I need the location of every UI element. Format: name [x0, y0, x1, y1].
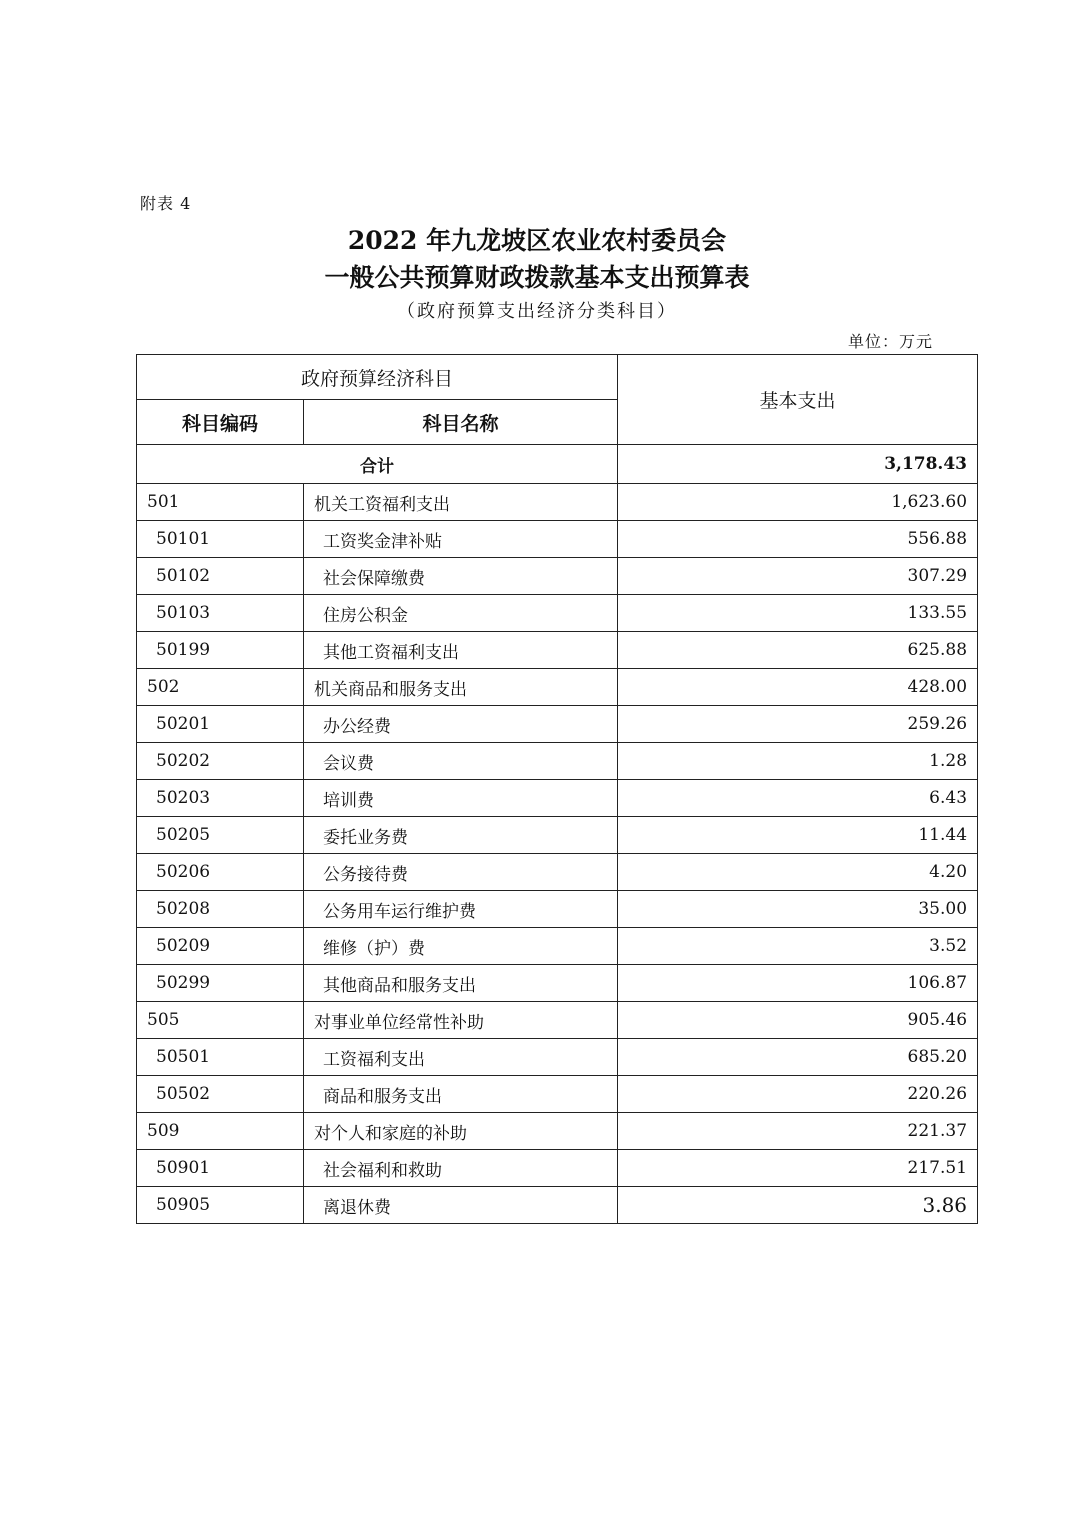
- table-row: [137, 558, 978, 595]
- table-row: [137, 817, 978, 854]
- table-row: [137, 1039, 978, 1076]
- table-row: [137, 1076, 978, 1113]
- amount-cell: 556.88: [618, 521, 978, 558]
- table-row: [137, 521, 978, 558]
- subject-code-cell: 50202: [137, 743, 304, 780]
- subject-name-cell: 公务接待费: [304, 854, 618, 891]
- subject-code-cell: 50199: [137, 632, 304, 669]
- table-row: [137, 1113, 978, 1150]
- total-amount: 3,178.43: [618, 445, 978, 484]
- table-row: [137, 780, 978, 817]
- amount-cell: 3.52: [618, 928, 978, 965]
- subject-code-cell: 50101: [137, 521, 304, 558]
- subject-code-cell: 50209: [137, 928, 304, 965]
- amount-cell: 6.43: [618, 780, 978, 817]
- subject-name-cell: 维修（护）费: [304, 928, 618, 965]
- header-economic-subject: 政府预算经济科目: [137, 355, 618, 400]
- amount-cell: 1.28: [618, 743, 978, 780]
- table-row: [137, 1150, 978, 1187]
- header-subject-name: 科目名称: [304, 400, 618, 445]
- subject-code-cell: 502: [137, 669, 304, 706]
- subject-name-cell: 商品和服务支出: [304, 1076, 618, 1113]
- annex-label: 附表 4: [140, 194, 192, 213]
- unit-label: 单位：万元: [848, 332, 934, 351]
- subject-name-cell: 社会福利和救助: [304, 1150, 618, 1187]
- subject-name-cell: 对事业单位经常性补助: [304, 1002, 618, 1039]
- table-row: [137, 484, 978, 521]
- table-row: [137, 891, 978, 928]
- subject-name-cell: 社会保障缴费: [304, 558, 618, 595]
- amount-cell: 905.46: [618, 1002, 978, 1039]
- subject-name-cell: 其他商品和服务支出: [304, 965, 618, 1002]
- amount-cell: 35.00: [618, 891, 978, 928]
- subject-name-cell: 机关商品和服务支出: [304, 669, 618, 706]
- subject-code-cell: 50103: [137, 595, 304, 632]
- budget-table: [136, 354, 978, 1224]
- amount-cell: 220.26: [618, 1076, 978, 1113]
- table-row: [137, 595, 978, 632]
- subject-name-cell: 会议费: [304, 743, 618, 780]
- subject-name-cell: 机关工资福利支出: [304, 484, 618, 521]
- total-label: 合计: [137, 445, 618, 484]
- amount-cell: 106.87: [618, 965, 978, 1002]
- subject-code-cell: 50203: [137, 780, 304, 817]
- header-subject-code: 科目编码: [137, 400, 304, 445]
- amount-cell: 1,623.60: [618, 484, 978, 521]
- subject-code-cell: 509: [137, 1113, 304, 1150]
- subject-code-cell: 50206: [137, 854, 304, 891]
- subject-code-cell: 50501: [137, 1039, 304, 1076]
- table-row: [137, 854, 978, 891]
- document-title-line1: 2022 年九龙坡区农业农村委员会: [347, 226, 727, 255]
- subject-code-cell: 50905: [137, 1187, 304, 1224]
- amount-cell: 4.20: [618, 854, 978, 891]
- subject-name-cell: 公务用车运行维护费: [304, 891, 618, 928]
- subject-code-cell: 50208: [137, 891, 304, 928]
- amount-cell: 685.20: [618, 1039, 978, 1076]
- subject-name-cell: 办公经费: [304, 706, 618, 743]
- table-row: [137, 1002, 978, 1039]
- subject-name-cell: 离退休费: [304, 1187, 618, 1224]
- subject-code-cell: 50205: [137, 817, 304, 854]
- document-subtitle: （政府预算支出经济分类科目）: [397, 301, 677, 322]
- amount-cell: 428.00: [618, 669, 978, 706]
- table-row: [137, 706, 978, 743]
- amount-cell: 133.55: [618, 595, 978, 632]
- subject-name-cell: 委托业务费: [304, 817, 618, 854]
- document-title-line2: 一般公共预算财政拨款基本支出预算表: [324, 263, 750, 292]
- amount-cell: 11.44: [618, 817, 978, 854]
- subject-name-cell: 住房公积金: [304, 595, 618, 632]
- subject-code-cell: 50901: [137, 1150, 304, 1187]
- total-row: [137, 445, 978, 484]
- subject-code-cell: 50102: [137, 558, 304, 595]
- subject-name-cell: 工资奖金津补贴: [304, 521, 618, 558]
- header-basic-expenditure: 基本支出: [618, 355, 978, 445]
- table-row: [137, 965, 978, 1002]
- subject-code-cell: 50299: [137, 965, 304, 1002]
- amount-cell: 221.37: [618, 1113, 978, 1150]
- table-row: [137, 743, 978, 780]
- amount-cell: 307.29: [618, 558, 978, 595]
- subject-code-cell: 505: [137, 1002, 304, 1039]
- subject-name-cell: 其他工资福利支出: [304, 632, 618, 669]
- subject-name-cell: 对个人和家庭的补助: [304, 1113, 618, 1150]
- table-row: [137, 928, 978, 965]
- table-row: [137, 1187, 978, 1224]
- subject-name-cell: 工资福利支出: [304, 1039, 618, 1076]
- subject-code-cell: 501: [137, 484, 304, 521]
- subject-code-cell: 50502: [137, 1076, 304, 1113]
- amount-cell: 3.86: [618, 1187, 978, 1224]
- subject-code-cell: 50201: [137, 706, 304, 743]
- table-row: [137, 669, 978, 706]
- amount-cell: 625.88: [618, 632, 978, 669]
- subject-name-cell: 培训费: [304, 780, 618, 817]
- table-row: [137, 632, 978, 669]
- amount-cell: 217.51: [618, 1150, 978, 1187]
- amount-cell: 259.26: [618, 706, 978, 743]
